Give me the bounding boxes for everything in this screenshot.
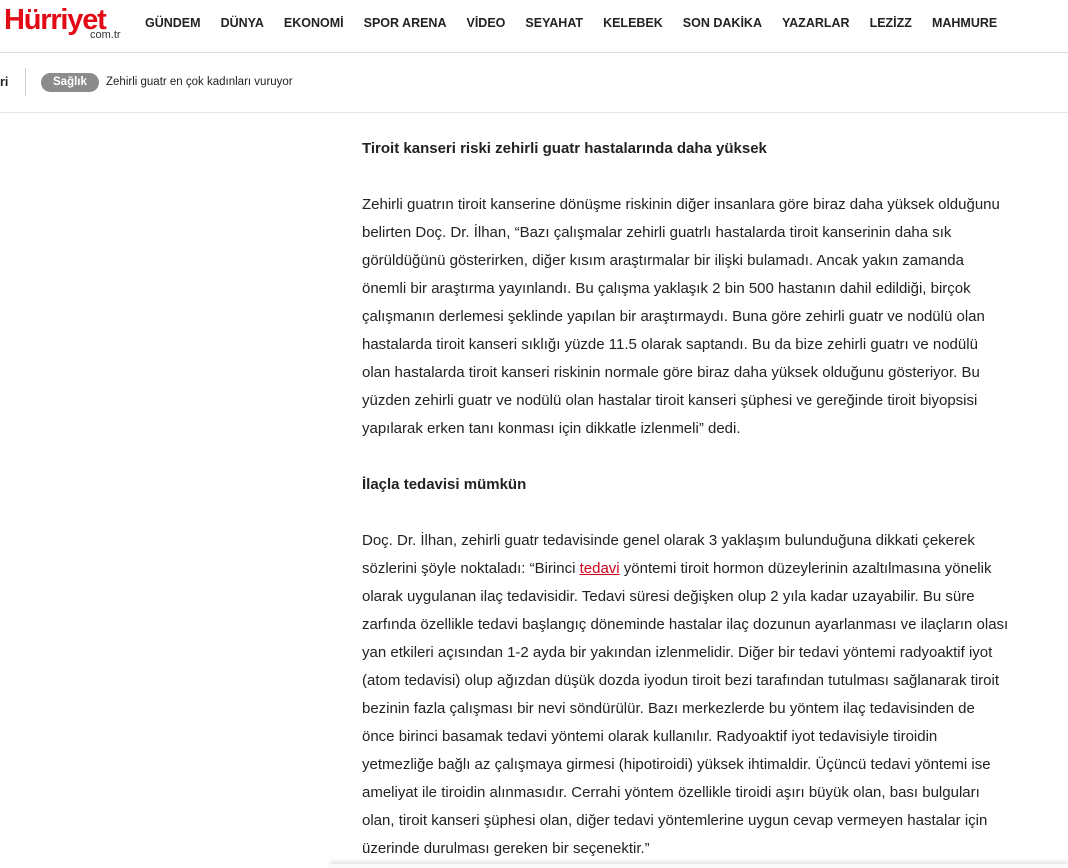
nav-item-spor-arena[interactable]: SPOR ARENA <box>363 16 447 30</box>
nav-item-yazarlar[interactable]: YAZARLAR <box>781 16 850 30</box>
paragraph-text: sözlerini şöyle noktaladı: “Birinci <box>362 560 580 577</box>
section-heading-cancer-risk: Tiroit kanseri riski zehirli guatr hastalarında daha yüksek <box>362 140 767 157</box>
previous-section-fragment[interactable]: ri <box>0 75 9 89</box>
main-nav <box>145 15 1017 31</box>
nav-item-kelebek[interactable]: KELEBEK <box>603 16 663 30</box>
nav-item-mahmure[interactable]: MAHMURE <box>931 16 998 30</box>
nav-item-lezizz[interactable]: LEZİZZ <box>869 16 912 30</box>
nav-item-ekonomi[interactable]: EKONOMİ <box>283 16 344 30</box>
paragraph-line: (atom tedavisi) olup ağızdan düşük dozda iyodun tiroit bezi tarafından tutulması sağlanarak tiroit <box>362 672 1000 689</box>
paragraph-line: zarfında özellikle tedavi başlangıç döneminde hastalar ilaç dozunun ayarlanması ve ilaçların olası <box>362 616 1009 633</box>
nav-item-video[interactable]: VİDEO <box>466 16 506 30</box>
nav-item-gundem[interactable]: GÜNDEM <box>145 16 201 30</box>
paragraph-line: yan etkileri açısından 1-2 ayda bir yakından izlenmelidir. Diğer bir tedavi yöntemi radyoaktif iyot <box>362 644 993 661</box>
paragraph-line: önemli bir araştırma yayınlandı. Bu çalışma yaklaşık 2 bin 500 hastanın dahil edildiği, birçok <box>362 280 971 297</box>
category-badge[interactable]: Sağlık <box>41 73 99 92</box>
paragraph-line: hastalarda tiroit kanseri sıklığı yüzde 11.5 olarak saptandı. Bu da bize zehirli guatrı ve nodülü <box>362 336 978 353</box>
paragraph-line: bezinin fazla çalışması bir nevi söndürülür. Bazı merkezlerde bu yöntem ilaç tedavisinden de <box>362 700 975 717</box>
paragraph-line: olan hastalarda tiroit kanseri riskinin normale göre biraz daha yüksek olduğunu gösteriyor. Bu <box>362 364 980 381</box>
section-heading-treatment: İlaçla tedavisi mümkün <box>362 476 527 493</box>
logo-domain: com.tr <box>90 29 121 41</box>
paragraph-line: üzerinde durulması gereken bir seçenektir.” <box>362 840 650 857</box>
paragraph-line: olan, tiroit kanseri şüphesi olan, diğer tedavi yöntemlerine uygun cevap vermeyen hastalar için <box>362 812 988 829</box>
paragraph-line: ameliyat ile tiroidin alınmasıdır. Cerrahi yöntem özellikle tiroidi aşırı büyük olan, bası bulguları <box>362 784 980 801</box>
bottom-panel-edge <box>330 864 1068 868</box>
nav-item-dunya[interactable]: DÜNYA <box>220 16 264 30</box>
nav-item-son-dakika[interactable]: SON DAKİKA <box>682 16 762 30</box>
paragraph-line: görüldüğünü gösterirken, diğer kısım araştırmalar bir ilişki bulamadı. Ancak yakın zamanda <box>362 252 964 269</box>
paragraph-line: yüzden zehirli guatr ve nodülü olan hastalar tiroit kanseri şüphesi ve gereğinde tiroit biyopsisi <box>362 392 978 409</box>
logo-wordmark: Hürriyet <box>4 4 106 36</box>
top-header <box>0 0 1068 53</box>
article-body <box>362 135 1052 863</box>
paragraph-line: Doç. Dr. İlhan, zehirli guatr tedavisinde genel olarak 3 yaklaşım bulunduğuna dikkati çekerek <box>362 532 975 549</box>
article-paragraph-1 <box>362 191 1052 443</box>
nav-item-seyahat[interactable]: SEYAHAT <box>525 16 584 30</box>
paragraph-line: yetmezliğe bağlı az çalışmaya girmesi (hipotiroidi) yüksek ihtimaldir. Üçüncü tedavi yöntemi ise <box>362 756 991 773</box>
site-logo[interactable] <box>4 4 129 44</box>
paragraph-line: çalışmanın derlemesi şeklinde yapılan bir araştırmaydı. Buna göre zehirli guatr ve nodülü olan <box>362 308 985 325</box>
paragraph-text: yöntemi tiroit hormon düzeylerinin azaltılmasına yönelik <box>619 560 992 577</box>
article-sticky-bar <box>0 53 1068 113</box>
tedavi-link[interactable]: tedavi <box>579 560 620 577</box>
paragraph-line: önce birinci basamak tedavi yöntemi olarak kullanılır. Radyoaktif iyot tedavisiyle tiroidin <box>362 728 938 745</box>
article-paragraph-2 <box>362 527 1052 863</box>
subbar-divider <box>25 68 26 96</box>
paragraph-line: yapılarak erken tanı konması için dikkatle izlenmeli” dedi. <box>362 420 741 437</box>
paragraph-line: olarak uygulanan ilaç tedavisidir. Tedavi süresi değişken olup 2 yıla kadar uzayabilir. Bu süre <box>362 588 975 605</box>
sticky-article-title: Zehirli guatr en çok kadınları vuruyor <box>106 76 293 88</box>
paragraph-line: belirten Doç. Dr. İlhan, “Bazı çalışmalar zehirli guatrlı hastalarda tiroit kanserinin daha sık <box>362 224 952 241</box>
paragraph-line: Zehirli guatrın tiroit kanserine dönüşme riskinin diğer insanlara göre biraz daha yüksek olduğunu <box>362 196 1000 213</box>
